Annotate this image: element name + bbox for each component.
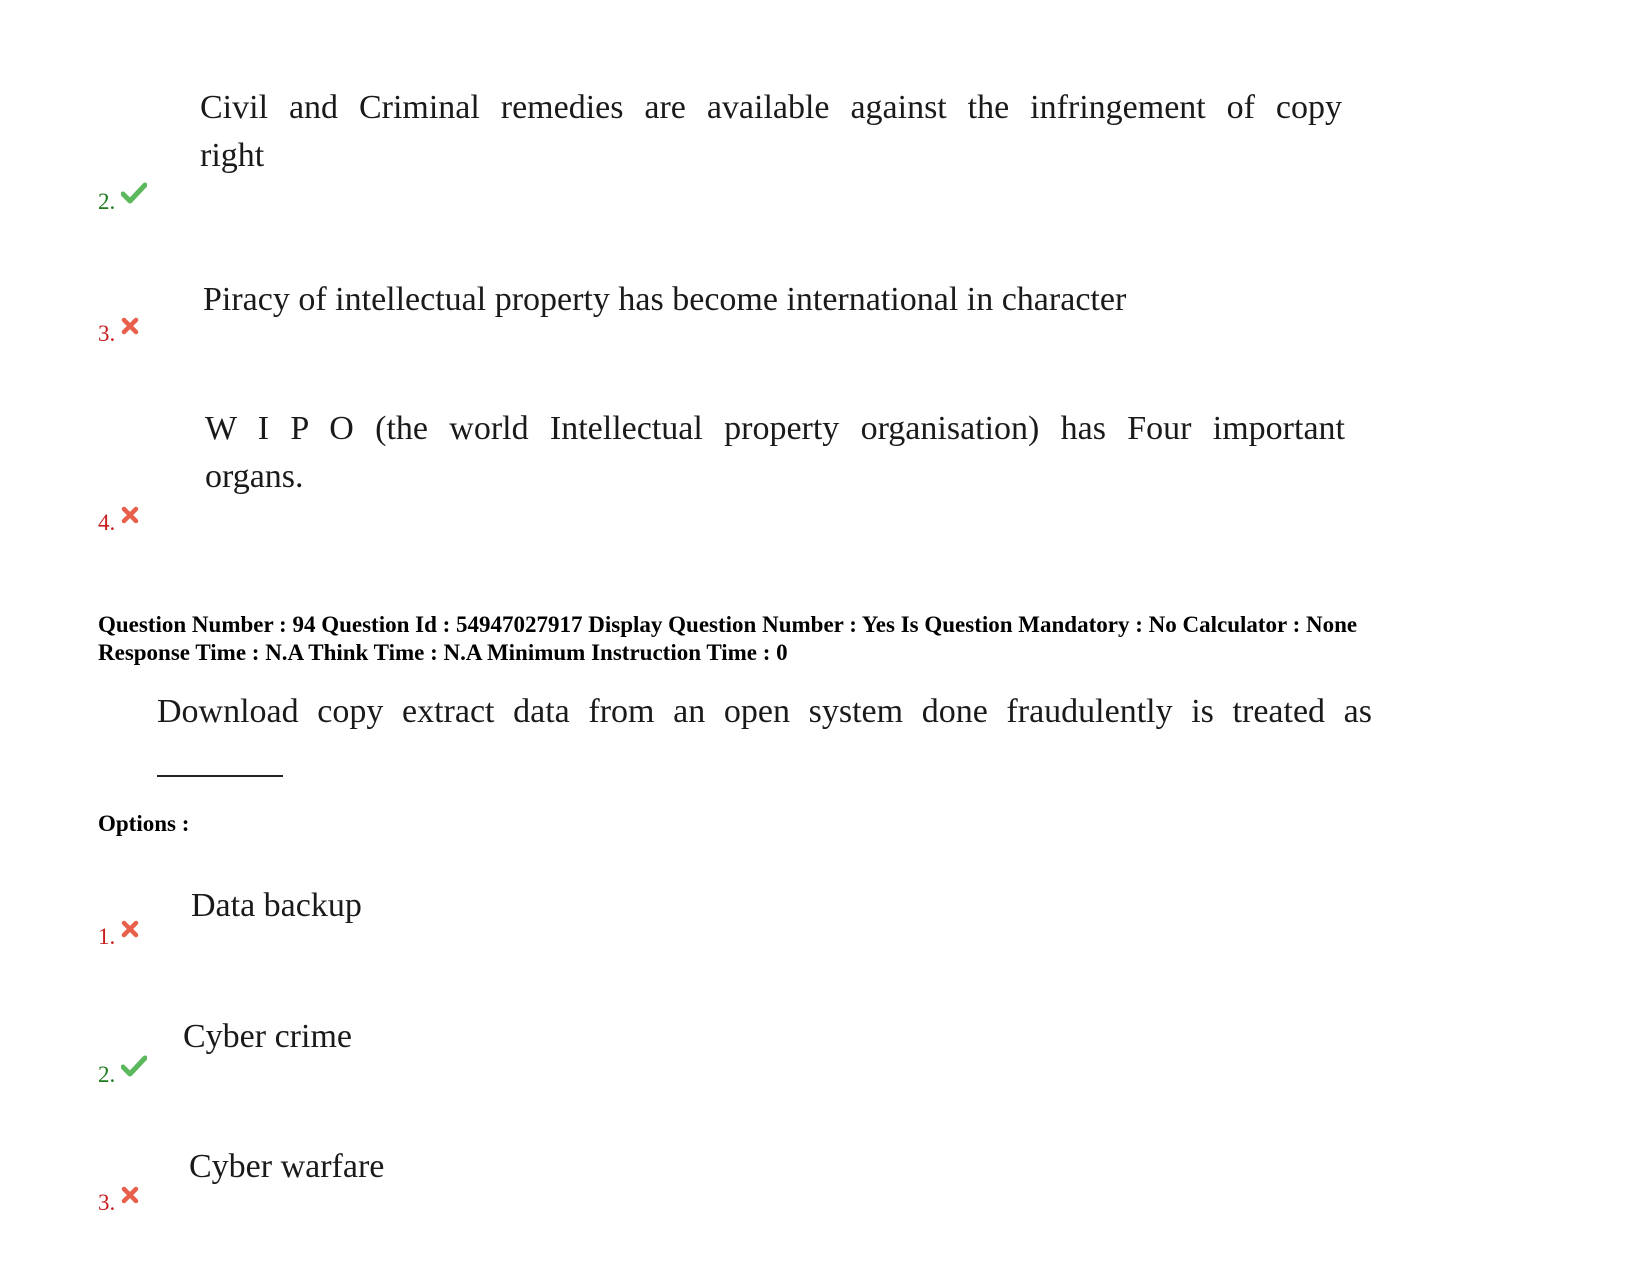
prev-option-3-line1: Piracy of intellectual property has become international in character bbox=[203, 281, 1127, 318]
option-number: 4. bbox=[98, 510, 116, 535]
option-number: 1. bbox=[98, 924, 116, 949]
question-meta-line1: Question Number : 94 Question Id : 54947027917 Display Question Number : Yes Is Question Mandatory : No Calculator : None bbox=[98, 612, 1358, 637]
checkmark-icon bbox=[121, 182, 147, 210]
option-1-marker bbox=[98, 924, 139, 950]
option-1-text bbox=[191, 882, 791, 930]
option-3-text bbox=[189, 1143, 789, 1191]
prev-option-2-line2: right bbox=[200, 137, 265, 174]
question-text bbox=[157, 688, 1372, 736]
answer-blank bbox=[157, 775, 283, 777]
option-2-marker bbox=[98, 1061, 147, 1089]
option-number: 2. bbox=[98, 189, 116, 214]
prev-option-4-line1: W I P O (the world Intellectual property organisation) has Four important bbox=[205, 410, 1345, 447]
options-label: Options : bbox=[98, 811, 190, 836]
option-1-label: Data backup bbox=[191, 887, 362, 924]
option-2-label: Cyber crime bbox=[183, 1018, 352, 1055]
question-meta-line2: Response Time : N.A Think Time : N.A Minimum Instruction Time : 0 bbox=[98, 640, 788, 665]
question-text-line: Download copy extract data from an open system done fraudulently is treated as bbox=[157, 693, 1372, 730]
option-number: 3. bbox=[98, 321, 116, 346]
cross-icon bbox=[121, 1184, 139, 1210]
checkmark-icon bbox=[121, 1055, 147, 1083]
prev-option-3-marker bbox=[98, 321, 139, 347]
prev-option-3-text bbox=[203, 276, 1353, 324]
option-number: 2. bbox=[98, 1062, 116, 1087]
prev-option-4-text bbox=[205, 405, 1345, 501]
cross-icon bbox=[121, 504, 139, 530]
question-meta bbox=[98, 611, 1518, 667]
prev-option-2-marker bbox=[98, 188, 147, 216]
prev-option-4-marker bbox=[98, 510, 139, 536]
cross-icon bbox=[121, 315, 139, 341]
prev-option-2-text bbox=[200, 84, 1342, 180]
prev-option-2-line1: Civil and Criminal remedies are available against the infringement of copy bbox=[200, 89, 1342, 126]
prev-option-4-line2: organs. bbox=[205, 458, 304, 495]
option-number: 3. bbox=[98, 1190, 116, 1215]
option-3-label: Cyber warfare bbox=[189, 1148, 385, 1185]
cross-icon bbox=[121, 918, 139, 944]
option-3-marker bbox=[98, 1190, 139, 1216]
option-2-text bbox=[183, 1013, 783, 1061]
